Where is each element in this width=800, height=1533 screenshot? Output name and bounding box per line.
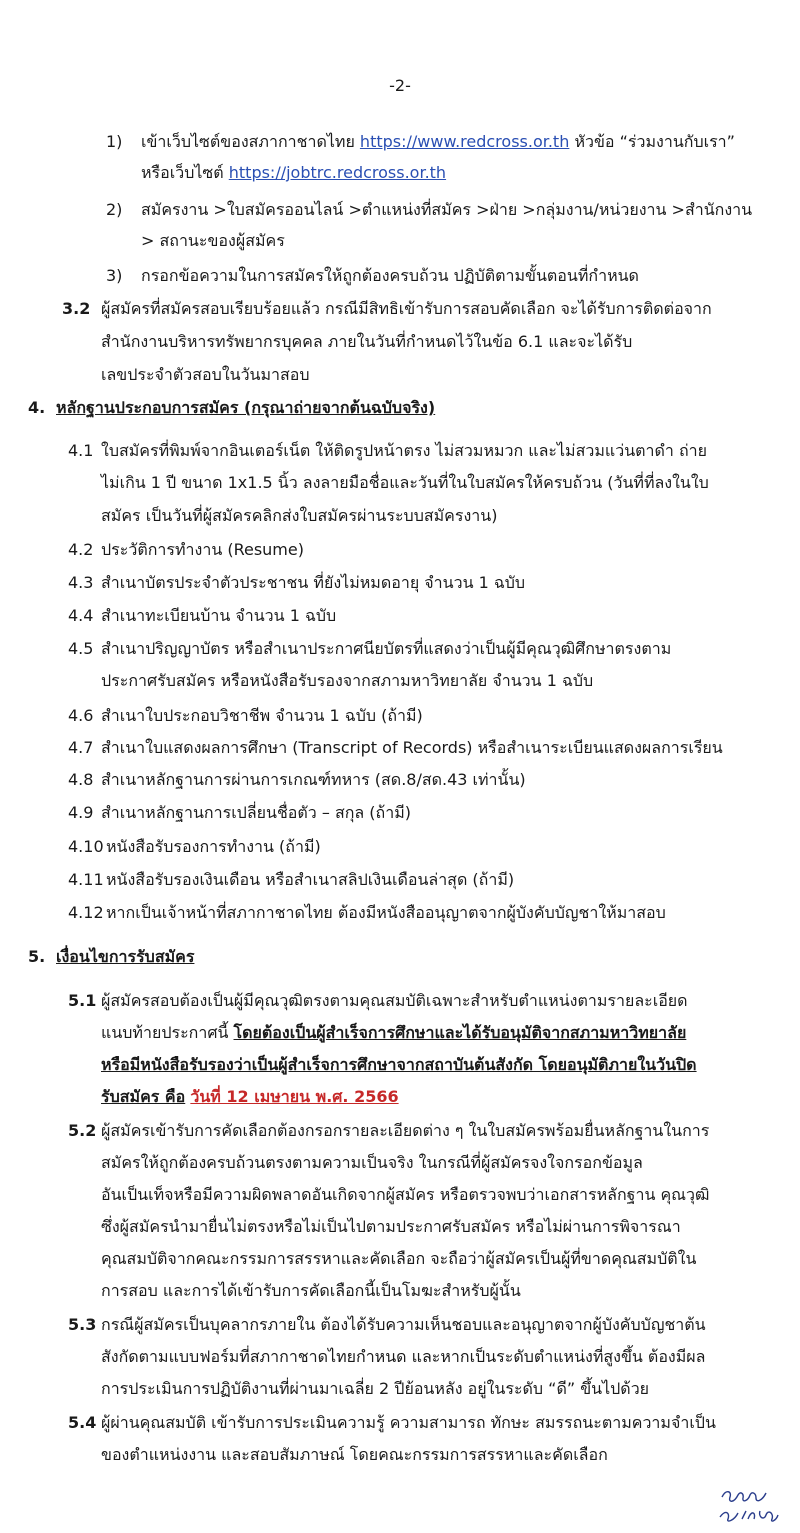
- emphasis-text: รับสมัคร คือ: [101, 1087, 186, 1106]
- item-line: ผู้สมัครเข้ารับการคัดเลือกต้องกรอกรายละเอียดต่าง ๆ ในใบสมัครพร้อมยื่นหลักฐานในการ: [101, 1121, 710, 1140]
- section-number: 4.: [28, 398, 46, 417]
- item-line: ผู้สมัครสอบต้องเป็นผู้มีคุณวุฒิตรงตามคุณสมบัติเฉพาะสำหรับตำแหน่งตามรายละเอียด: [101, 991, 688, 1010]
- item-line: การสอบ และการได้เข้ารับการคัดเลือกนี้เป็นโมฆะสำหรับผู้นั้น: [101, 1281, 521, 1300]
- item-line: สังกัดตามแบบฟอร์มที่สภากาชาดไทยกำหนด และหากเป็นระดับตำแหน่งที่สูงขึ้น ต้องมีผล: [101, 1347, 706, 1366]
- item-line: ประกาศรับสมัคร หรือหนังสือรับรองจากสภามหาวิทยาลัย จำนวน 1 ฉบับ: [101, 671, 594, 690]
- jobtrc-website-link[interactable]: https://jobtrc.redcross.or.th: [228, 163, 447, 182]
- item-line: [141, 131, 735, 153]
- item-number: 4.11: [68, 870, 104, 889]
- section-number: 5.: [28, 947, 46, 966]
- item-line: สมัครงาน >ใบสมัครออนไลน์ >ตำแหน่งที่สมัคร >ฝ่าย >กลุ่มงาน/หน่วยงาน >สำนักงาน: [141, 200, 753, 219]
- item-line: สำเนาบัตรประจำตัวประชาชน ที่ยังไม่หมดอายุ จำนวน 1 ฉบับ: [101, 573, 526, 592]
- handwritten-initials: [716, 1483, 782, 1527]
- page-number: -2-: [389, 76, 411, 95]
- item-line: ของตำแหน่งงาน และสอบสัมภาษณ์ โดยคณะกรรมการสรรหาและคัดเลือก: [101, 1445, 608, 1464]
- item-text: หัวข้อ “ร่วมงานกับเรา”: [574, 132, 735, 151]
- item-line: เลขประจำตัวสอบในวันมาสอบ: [101, 365, 310, 384]
- item-line: สำเนาใบประกอบวิชาชีพ จำนวน 1 ฉบับ (ถ้ามี): [101, 706, 423, 725]
- item-text: เข้าเว็บไซต์ของสภากาชาดไทย: [141, 132, 355, 151]
- item-number: 4.12: [68, 903, 104, 922]
- item-line: สำนักงานบริหารทรัพยากรบุคคล ภายในวันที่กำหนดไว้ในข้อ 6.1 และจะได้รับ: [101, 332, 633, 351]
- item-number: 1): [106, 132, 123, 151]
- item-line: หนังสือรับรองการทำงาน (ถ้ามี): [106, 837, 321, 856]
- item-line: สำเนาหลักฐานการผ่านการเกณฑ์ทหาร (สด.8/สด.43 เท่านั้น): [101, 770, 526, 789]
- item-line: ผู้สมัครที่สมัครสอบเรียบร้อยแล้ว กรณีมีสิทธิเข้ารับการสอบคัดเลือก จะได้รับการติดต่อจาก: [101, 299, 712, 318]
- item-line: [101, 1086, 399, 1108]
- item-number: 4.3: [68, 573, 94, 592]
- item-number: 5.2: [68, 1121, 97, 1140]
- item-line: สมัคร เป็นวันที่ผู้สมัครคลิกส่งใบสมัครผ่านระบบสมัครงาน): [101, 506, 498, 525]
- item-number: 4.8: [68, 770, 94, 789]
- item-number: 4.6: [68, 706, 94, 725]
- item-number: 4.5: [68, 639, 94, 658]
- item-line: อันเป็นเท็จหรือมีความผิดพลาดอันเกิดจากผู้สมัคร หรือตรวจพบว่าเอกสารหลักฐาน คุณวุฒิ: [101, 1185, 710, 1204]
- item-line: > สถานะของผู้สมัคร: [141, 231, 285, 250]
- item-line: ไม่เกิน 1 ปี ขนาด 1x1.5 นิ้ว ลงลายมือชื่อและวันที่ในใบสมัครให้ครบถ้วน (วันที่ที่ลงในใบ: [101, 473, 709, 492]
- item-line: ผู้ผ่านคุณสมบัติ เข้ารับการประเมินความรู้ ความสามารถ ทักษะ สมรรถนะตามความจำเป็น: [101, 1413, 716, 1432]
- item-text: หรือเว็บไซต์: [141, 163, 224, 182]
- item-line: หนังสือรับรองเงินเดือน หรือสำเนาสลิปเงินเดือนล่าสุด (ถ้ามี): [106, 870, 515, 889]
- emphasis-line: หรือมีหนังสือรับรองว่าเป็นผู้สำเร็จการศึกษาจากสถาบันต้นสังกัด โดยอนุมัติภายในวันปิด: [101, 1055, 697, 1074]
- item-number: 4.7: [68, 738, 94, 757]
- item-line: กรอกข้อความในการสมัครให้ถูกต้องครบถ้วน ปฏิบัติตามขั้นตอนที่กำหนด: [141, 266, 639, 285]
- item-number: 5.1: [68, 991, 97, 1010]
- emphasis-text: โดยต้องเป็นผู้สำเร็จการศึกษาและได้รับอนุมัติจากสภามหาวิทยาลัย: [233, 1023, 687, 1042]
- item-line: [101, 1022, 686, 1044]
- item-number: 3): [106, 266, 123, 285]
- item-line: [141, 162, 446, 184]
- item-number: 5.4: [68, 1413, 97, 1432]
- item-line: ซึ่งผู้สมัครนำมายื่นไม่ตรงหรือไม่เป็นไปตามประกาศรับสมัคร หรือไม่ผ่านการพิจารณา: [101, 1217, 681, 1236]
- item-line: หากเป็นเจ้าหน้าที่สภากาชาดไทย ต้องมีหนังสืออนุญาตจากผู้บังคับบัญชาให้มาสอบ: [106, 903, 666, 922]
- item-line: ประวัติการทำงาน (Resume): [101, 540, 304, 559]
- item-number: 4.2: [68, 540, 94, 559]
- item-line: คุณสมบัติจากคณะกรรมการสรรหาและคัดเลือก จะถือว่าผู้สมัครเป็นผู้ที่ขาดคุณสมบัติใน: [101, 1249, 697, 1268]
- item-line: กรณีผู้สมัครเป็นบุคลากรภายใน ต้องได้รับความเห็นชอบและอนุญาตจากผู้บังคับบัญชาต้น: [101, 1315, 706, 1334]
- item-text: แนบท้ายประกาศนี้: [101, 1023, 229, 1042]
- item-number: 4.1: [68, 441, 94, 460]
- section-heading-documents: หลักฐานประกอบการสมัคร (กรุณาถ่ายจากต้นฉบับจริง): [56, 398, 436, 417]
- item-number: 2): [106, 200, 123, 219]
- item-line: สำเนาปริญญาบัตร หรือสำเนาประกาศนียบัตรที่แสดงว่าเป็นผู้มีคุณวุฒิศึกษาตรงตาม: [101, 639, 672, 658]
- item-number: 3.2: [62, 299, 91, 318]
- item-line: สำเนาทะเบียนบ้าน จำนวน 1 ฉบับ: [101, 606, 337, 625]
- signature-scribble: [716, 1483, 782, 1527]
- item-number: 4.4: [68, 606, 94, 625]
- item-line: การประเมินการปฏิบัติงานที่ผ่านมาเฉลี่ย 2 ปีย้อนหลัง อยู่ในระดับ “ดี” ขึ้นไปด้วย: [101, 1379, 650, 1398]
- redcross-website-link[interactable]: https://www.redcross.or.th: [359, 132, 570, 151]
- closing-date: วันที่ 12 เมษายน พ.ศ. 2566: [190, 1087, 399, 1106]
- item-number: 4.10: [68, 837, 104, 856]
- item-line: ใบสมัครที่พิมพ์จากอินเตอร์เน็ต ให้ติดรูปหน้าตรง ไม่สวมหมวก และไม่สวมแว่นตาดำ ถ่าย: [101, 441, 708, 460]
- section-heading-conditions: เงื่อนไขการรับสมัคร: [56, 947, 195, 966]
- item-number: 4.9: [68, 803, 94, 822]
- item-line: สำเนาหลักฐานการเปลี่ยนชื่อตัว – สกุล (ถ้ามี): [101, 803, 411, 822]
- item-line: สมัครให้ถูกต้องครบถ้วนตรงตามความเป็นจริง ในกรณีที่ผู้สมัครจงใจกรอกข้อมูล: [101, 1153, 643, 1172]
- item-number: 5.3: [68, 1315, 97, 1334]
- item-line: สำเนาใบแสดงผลการศึกษา (Transcript of Records) หรือสำเนาระเบียนแสดงผลการเรียน: [101, 738, 723, 757]
